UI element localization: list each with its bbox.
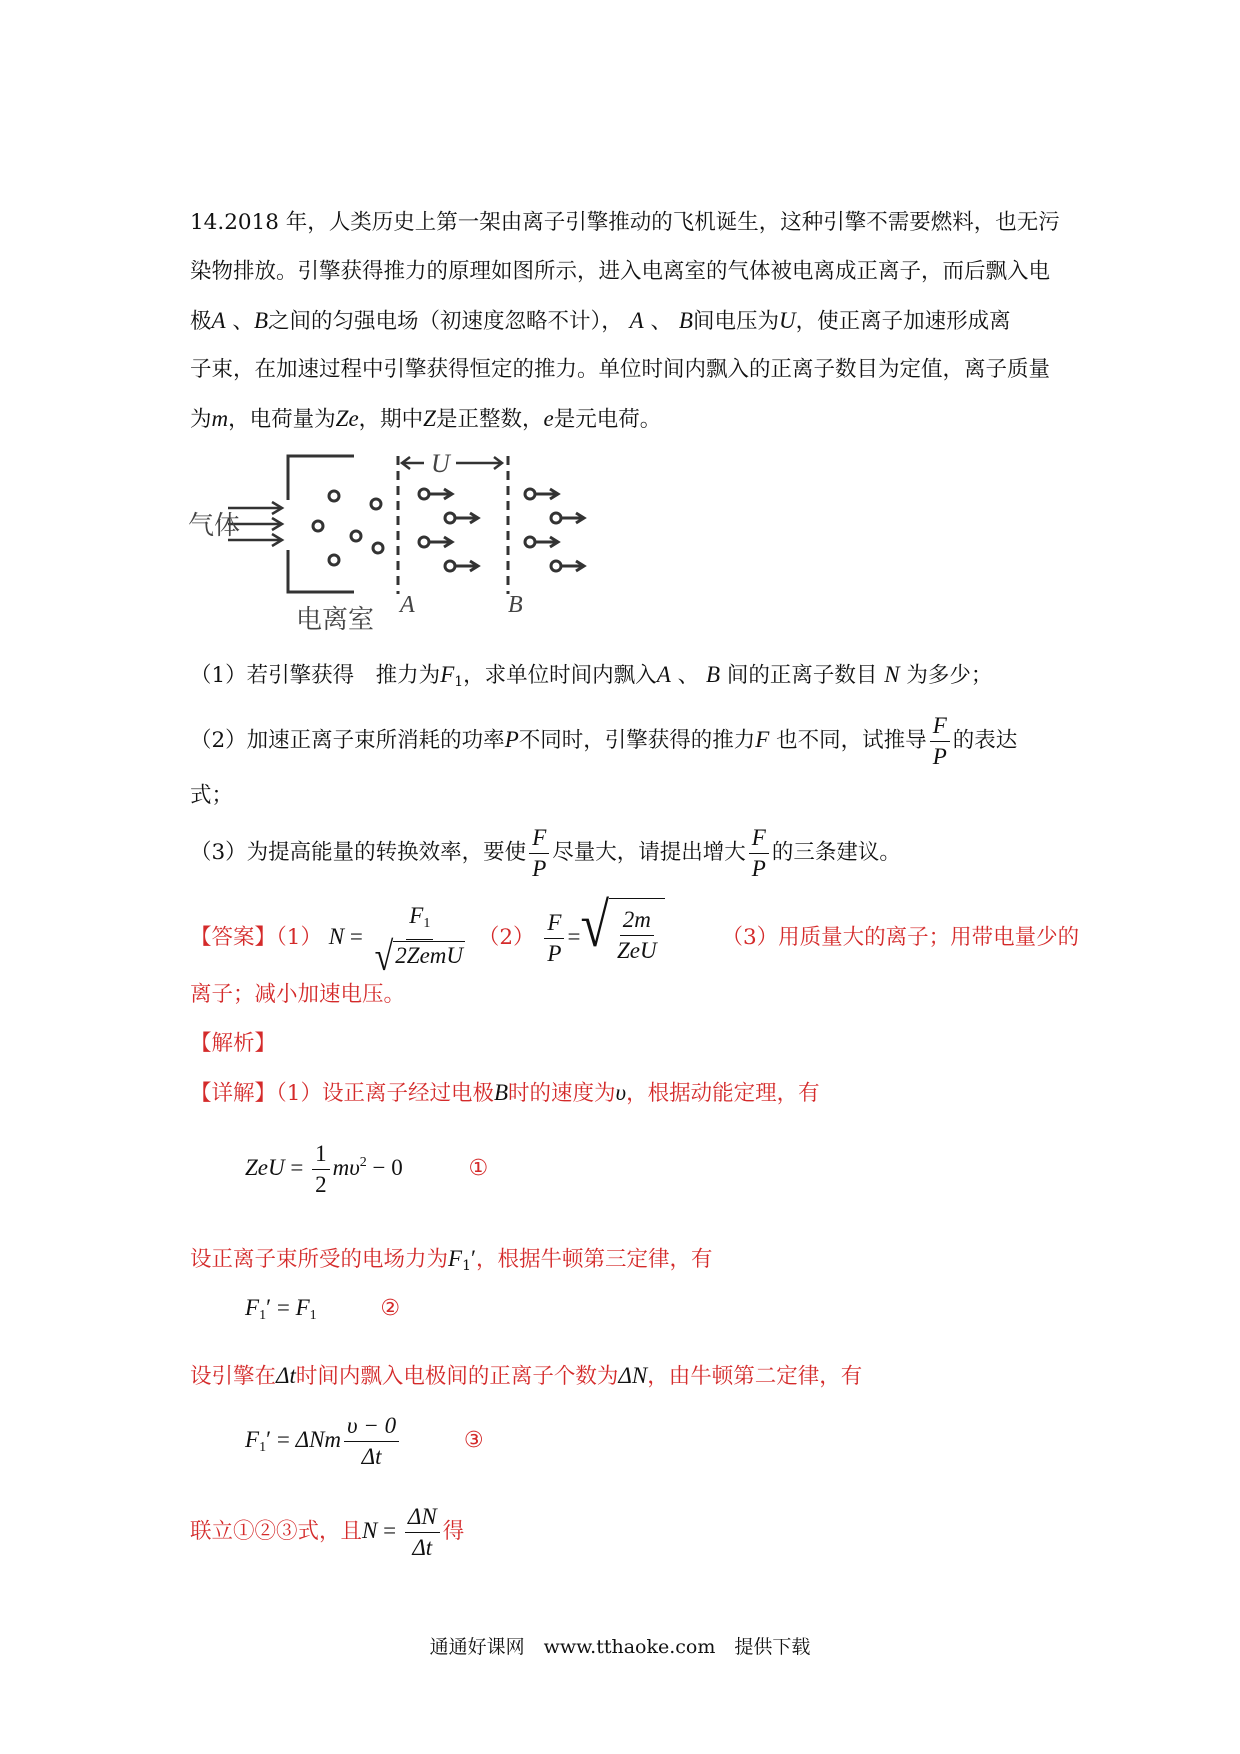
- analysis-label: 【解析】: [190, 1031, 277, 1056]
- gas-label: 气体: [188, 511, 241, 541]
- problem-line-1: 14.2018 年，人类历史上第一架由离子引擎推动的飞机诞生，这种引擎不需要燃料，也无污: [190, 210, 1060, 235]
- u-label: U: [431, 452, 450, 478]
- question-3: （3）为提高能量的转换效率，要使 $\frac{F}{P}$ 尽量大，请提出增大 $\frac{F}{P}$ 的三条建议。: [190, 824, 901, 881]
- equation-2: $F_1' = F_1$ ②: [245, 1295, 401, 1323]
- chamber-ions: [313, 491, 383, 565]
- fraction-f-over-p: $\frac{F}{P}$: [930, 712, 950, 771]
- answer-label: 【答案】: [190, 925, 277, 950]
- a-label: A: [400, 592, 415, 618]
- page-footer: 通通好课网 www.tthaoke.com 提供下载: [429, 1636, 811, 1658]
- detail-line-2: 设正离子束所受的电场力为$F_1'$，根据牛顿第三定律，有: [190, 1246, 713, 1274]
- equation-3: $F_1' = \Delta Nm$ $\frac{\upsilon - 0}{\Delta t}$ ③: [245, 1413, 484, 1469]
- accelerated-ions: [419, 489, 584, 571]
- equation-1: ZeU = $\frac{1}{2}$ $m\upsilon^2 - 0$ ①: [245, 1141, 489, 1197]
- question-2-cont: 式；: [190, 783, 234, 808]
- problem-line-2: 染物排放。引擎获得推力的原理如图所示，进入电离室的气体被电离成正离子，而后飘入电: [190, 259, 1051, 284]
- answer-cont: 离子；减小加速电压。: [190, 982, 406, 1007]
- ion-engine-diagram: [188, 452, 608, 637]
- answer-line: 【答案】（1） N = $F_1$ √ 2ZemU （2） $\frac{F}{P}$ = √ $\frac{2m}{\text{ZeU}}$ （3）用质量大的离子；用带电量少的: [190, 892, 1080, 980]
- chamber-label: 电离室: [296, 605, 375, 635]
- detail-line-3: 设引擎在Δt时间内飘入电极间的正离子个数为ΔN，由牛顿第二定律，有: [190, 1363, 863, 1389]
- problem-line-5: 为m，电荷量为Ze，期中Z是正整数，e是元电荷。: [190, 406, 662, 432]
- problem-line-3: 极A 、B之间的匀强电场（初速度忽略不计）， A 、 B间电压为U，使正离子加速形成离: [190, 308, 1011, 334]
- question-2: （2）加速正离子束所消耗的功率P不同时，引擎获得的推力F 也不同，试推导 $\frac{F}{P}$ 的表达: [190, 712, 1018, 769]
- question-1: （1）若引擎获得 推力为$F_1$，求单位时间内飘入A 、 B 间的正离子数目 N 为多少；: [190, 662, 993, 690]
- detail-line-1: 【详解】（1）设正离子经过电极B时的速度为υ，根据动能定理，有: [190, 1080, 820, 1106]
- detail-line-4: 联立①②③式，且N = $\frac{\Delta N}{\Delta t}$ 得: [190, 1503, 465, 1560]
- b-label: B: [508, 592, 523, 618]
- ionization-chamber: [288, 456, 354, 500]
- problem-line-4: 子束，在加速过程中引擎获得恒定的推力。单位时间内飘入的正离子数目为定值，离子质量: [190, 357, 1051, 382]
